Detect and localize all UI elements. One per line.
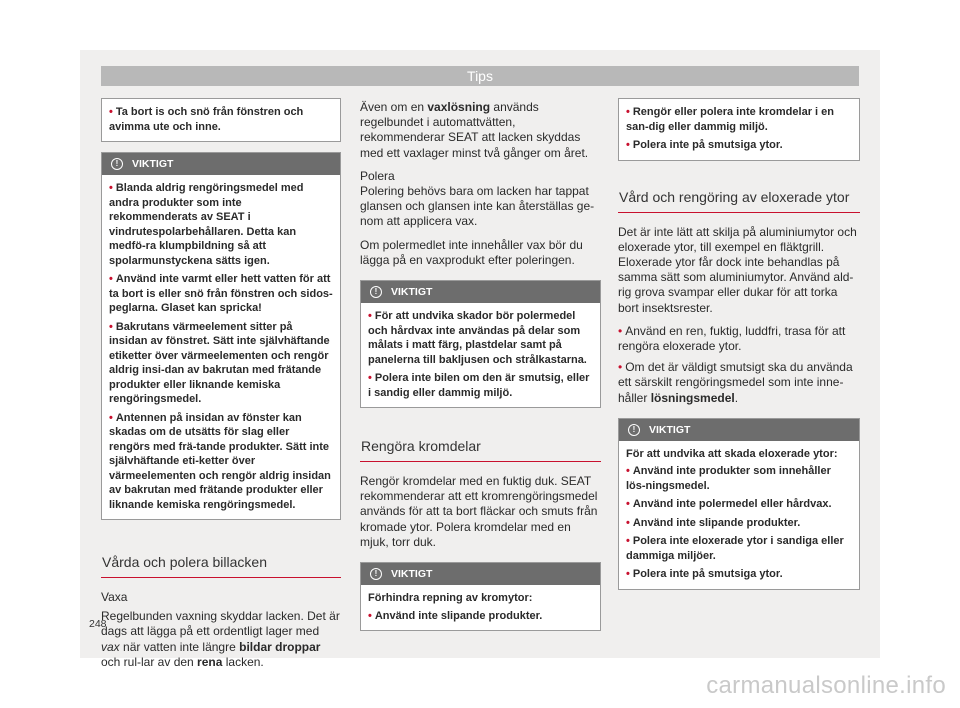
paragraph: Det är inte lätt att skilja på aluminiumytor och eloxerade ytor, till exempel en fläktgrill. Eloxerade ytor får dock inte behandlas på samma sätt som aluminiumytor. Använd ald-rig grova svampar eller dukar för att torka bort insektsrester.	[618, 224, 857, 315]
section-title: Vårda och polera billacken	[101, 554, 341, 578]
list-item: • Polera inte bilen om den är smutsig, eller i sandig eller dammig miljö.	[368, 372, 590, 399]
section-title: Vård och rengöring av eloxerade ytor	[618, 189, 860, 213]
warning-icon: !	[370, 286, 382, 298]
list-item: • Om det är väldigt smutsigt ska du använda ett särskilt rengöringsmedel som inte inne-håller lösningsmedel.	[618, 360, 853, 405]
list-item: • Använd inte varmt eller hett vatten för att ta bort is eller snö från fönstren och sidos-peglarna. Glaset kan spricka!	[109, 273, 333, 314]
list-item: • Bakrutans värmeelement sitter på insidan av fönstret. Sätt inte självhäftande etiketter över värmeelementen och rengör aldrig insi-dan av bakrutan med frätande produkter eller liknande kemiska rengöringsmedel.	[109, 320, 330, 405]
paragraph: Polering behövs bara om lacken har tappat glansen och glansen inte kan återställas ge-nom att applicera vax.	[360, 184, 595, 229]
paragraph: Även om en vaxlösning används regelbundet i automattvätten, rekommenderar SEAT att lacken skyddas med ett vaxlager minst två gånger om året.	[360, 100, 589, 160]
column-1	[101, 98, 341, 678]
list-item: • Polera inte på smutsiga ytor.	[626, 139, 783, 151]
page-number: 248	[89, 618, 107, 630]
column-3	[618, 98, 860, 600]
paragraph: Regelbunden vaxning skyddar lacken. Det är dags att lägga på ett ordentligt lager med vax när vatten inte längre bildar droppar och rul-lar av den rena lacken.	[101, 609, 340, 669]
warning-box: ! VIKTIGT Förhindra repning av kromytor: • Använd inte slipande produkter.	[360, 562, 601, 631]
warning-box: ! VIKTIGT • För att undvika skador bör polermedel och hårdvax inte användas på delar som målats i matt färg, plastdelar samt på panelerna till bakljusen och strålkastarna. • Polera inte bilen om den är smutsig, eller i sandig eller dammig miljö.	[360, 280, 601, 408]
subheading: Vaxa	[101, 590, 128, 604]
bullet-icon: •	[109, 106, 113, 118]
warning-box: ! VIKTIGT För att undvika att skada eloxerade ytor: • Använd inte produkter som innehåller lös-ningsmedel. • Använd inte polermedel eller hårdvax. • Använd inte slipande produkter. • Polera inte eloxerade ytor i sandiga eller dammiga miljöer. • Polera inte på smutsiga ytor.	[618, 418, 860, 590]
warning-icon: !	[370, 568, 382, 580]
warning-icon: !	[111, 158, 123, 170]
list-item: • Rengör eller polera inte kromdelar i en san-dig eller dammig miljö.	[626, 106, 834, 133]
page-header: Tips	[101, 66, 859, 86]
list-item: • Polera inte eloxerade ytor i sandiga eller dammiga miljöer.	[626, 535, 844, 562]
paragraph: Om polermedlet inte innehåller vax bör du lägga på en vaxprodukt efter poleringen.	[360, 237, 583, 267]
list-item: • Använd inte slipande produkter.	[626, 516, 801, 529]
list-item: • Blanda aldrig rengöringsmedel med andra produkter som inte rekommenderats av SEAT i vindrutespolarbehållaren. Detta kan medfö-ra klumpbildning så att spolarmunstyckena sätts igen.	[109, 182, 304, 267]
tip-box: • Ta bort is och snö från fönstren och avimma ute och inne.	[101, 98, 341, 142]
subheading: Polera	[360, 168, 395, 183]
column-2	[360, 100, 601, 641]
list-item: • Antennen på insidan av fönster kan skadas om de utsätts för slag eller rengörs med frä-tande produkter. Sätt inte självhäftande eti-ketter över värmeelementen och rengör aldrig insidan av bakrutan med frätande produkter eller liknande kemiska rengöringsmedel.	[109, 411, 331, 511]
watermark: carmanualsonline.info	[706, 672, 946, 699]
list-item: • Använd inte slipande produkter.	[368, 609, 543, 622]
list-item: • Använd inte produkter som innehåller lös-ningsmedel.	[626, 465, 831, 492]
list-item: • Använd en ren, fuktig, luddfri, trasa för att rengöra eloxerade ytor.	[618, 323, 846, 353]
list-item: • Polera inte på smutsiga ytor.	[626, 568, 783, 581]
list-item: • Använd inte polermedel eller hårdvax.	[626, 498, 832, 511]
warning-icon: !	[628, 424, 640, 436]
list-item: • För att undvika skador bör polermedel och hårdvax inte användas på delar som målats i matt färg, plastdelar samt på panelerna till bakljusen och strålkastarna.	[368, 310, 587, 366]
section-title: Rengöra kromdelar	[360, 438, 601, 462]
warning-box: ! VIKTIGT • Blanda aldrig rengöringsmedel med andra produkter som inte rekommenderats av SEAT i vindrutespolarbehållaren. Detta kan medfö-ra klumpbildning så att spolarmunstyckena sätts igen. • Använd inte varmt eller hett vatten för att ta bort is eller snö från fönstren och sidos-peglarna. Glaset kan spricka! • Bakrutans värmeelement sitter på insidan av fönstret. Sätt inte självhäftande etiketter över värmeelementen och rengör aldrig insi-dan av bakrutan med frätande produkter eller liknande kemiska rengöringsmedel. • Antennen på insidan av fönster kan skadas om de utsätts för slag eller rengörs med frä-tande produkter. Sätt inte självhäftande eti-ketter över värmeelementen och rengör aldrig insidan av bakrutan med frätande produkter eller liknande kemiska rengöringsmedel.	[101, 152, 341, 520]
paragraph: Rengör kromdelar med en fuktig duk. SEAT rekommenderar att ett kromrengöringsmedel används för att ta bort fläckar och smuts från kromade ytor. Polera kromdelar med en mjuk, torr duk.	[360, 474, 598, 549]
tip-box	[618, 98, 860, 161]
